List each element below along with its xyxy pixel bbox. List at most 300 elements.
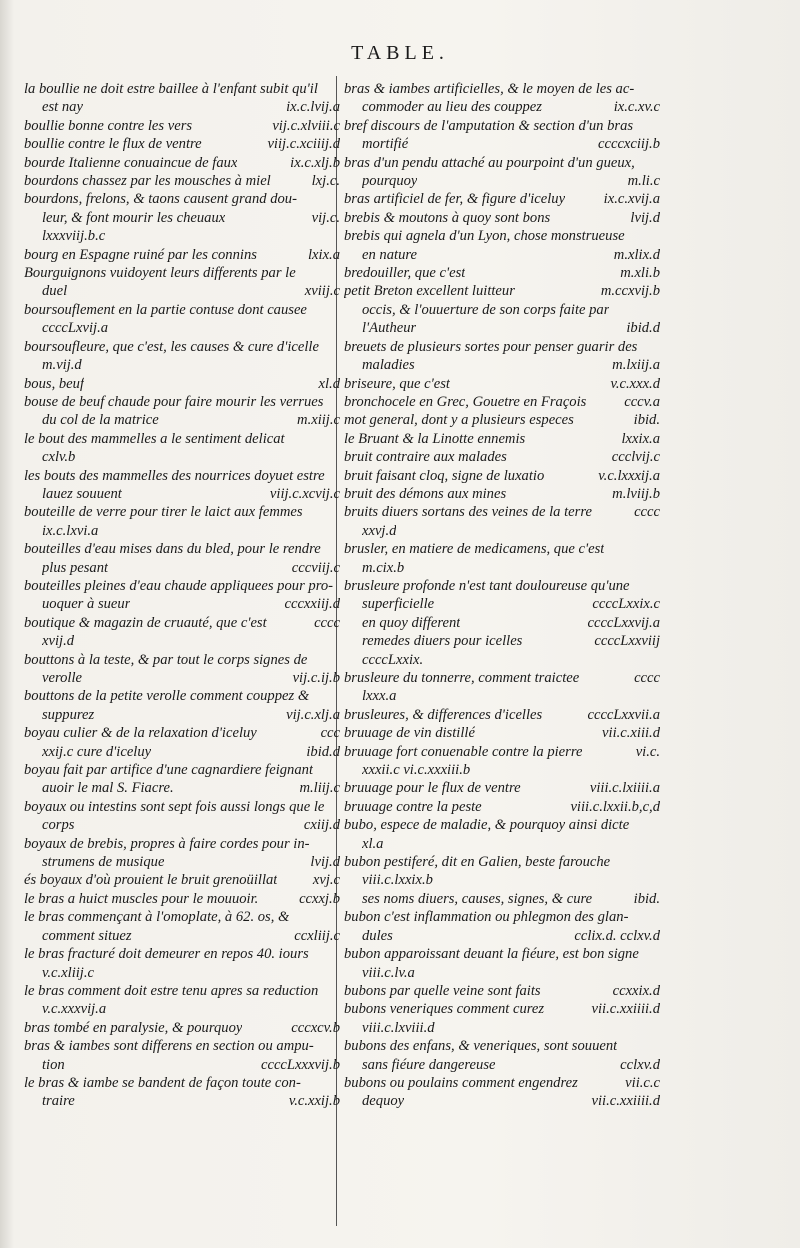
entry-text: plus pesant: [42, 559, 109, 576]
entry-line: [344, 338, 660, 356]
page-reference: ccc: [320, 725, 340, 742]
page-reference: ibid.: [633, 412, 660, 429]
index-entry: [344, 80, 660, 117]
entry-continuation-line: [24, 964, 340, 982]
entry-text: xxvj.d: [362, 522, 397, 539]
entry-text: le Bruant & la Linotte ennemis: [344, 430, 526, 447]
entry-text: strumens de musique: [42, 854, 165, 871]
entry-continuation-line: [24, 853, 340, 871]
entry-text: bouteilles d'eau mises dans du bled, pour le rendre: [24, 541, 321, 558]
page-reference: cccxcv.b: [291, 1019, 340, 1036]
entry-text: dules: [362, 927, 393, 944]
index-entry: [344, 945, 660, 982]
index-entry: [344, 743, 660, 780]
entry-text: bubons veneriques comment curez: [344, 1001, 545, 1018]
entry-continuation-line: [24, 1056, 340, 1074]
entry-text: remedes diuers pour icelles: [362, 633, 523, 650]
entry-continuation-line: [344, 761, 660, 779]
entry-line: [24, 724, 340, 742]
index-entry: [344, 190, 660, 208]
entry-line: [24, 338, 340, 356]
entry-text: bouteilles pleines d'eau chaude appliquees pour pro-: [24, 577, 333, 594]
entry-text: bubon pestiferé, dit en Galien, beste farouche: [344, 854, 611, 871]
index-entry: [344, 816, 660, 853]
entry-text: en quoy different: [362, 614, 461, 631]
index-entry: [24, 503, 340, 540]
entry-continuation-line: [344, 595, 660, 613]
entry-text: cxlv.b: [42, 449, 76, 466]
entry-text: bouttons de la petite verolle comment couppez &: [24, 688, 310, 705]
entry-text: boyaux ou intestins sont sept fois aussi longs que le: [24, 798, 325, 815]
entry-text: bruuage fort conuenable contre la pierre: [344, 743, 583, 760]
page-reference: ibid.: [633, 890, 660, 907]
entry-text: bubon apparoissant deuant la fiéure, est bon signe: [344, 946, 639, 963]
entry-text: le bras & iambe se bandent de façon toute con-: [24, 1074, 301, 1091]
page-reference: m.xiij.c: [297, 412, 340, 429]
entry-continuation-line: [24, 706, 340, 724]
entry-line: [344, 1000, 660, 1018]
page-reference: ix.c.xv.c: [613, 99, 660, 116]
entry-text: bouse de beuf chaude pour faire mourir les verrues: [24, 393, 324, 410]
index-entry: [24, 467, 340, 504]
page-reference: ccxxj.b: [299, 890, 340, 907]
entry-text: ix.c.lxvi.a: [42, 522, 99, 539]
entry-text: suppurez: [42, 706, 95, 723]
entry-continuation-line: [24, 448, 340, 466]
page-reference: ix.c.xlj.b: [290, 154, 340, 171]
entry-text: viii.c.lxviii.d: [362, 1019, 435, 1036]
entry-text: bredouiller, que c'est: [344, 265, 466, 282]
page-reference: vii.c.xxiiii.d: [591, 1001, 660, 1018]
index-entry: [24, 908, 340, 945]
page-reference: vii.c.xxiiii.d: [591, 1093, 660, 1110]
entry-continuation-line: [344, 927, 660, 945]
entry-text: maladies: [362, 357, 415, 374]
entry-line: [344, 375, 660, 393]
index-entry: [344, 264, 660, 282]
entry-line: [344, 467, 660, 485]
page-reference: lxxix.a: [621, 430, 660, 447]
entry-line: [344, 448, 660, 466]
entry-text: est nay: [42, 99, 83, 116]
index-entry: [24, 761, 340, 798]
entry-text: duel: [42, 283, 68, 300]
entry-text: bourde Italienne conuaincue de faux: [24, 154, 238, 171]
entry-text: auoir le mal S. Fiacre.: [42, 780, 174, 797]
page-reference: m.liij.c: [299, 780, 340, 797]
entry-text: boullie bonne contre les vers: [24, 117, 193, 134]
entry-continuation-line: [344, 522, 660, 540]
entry-line: [344, 540, 660, 558]
entry-line: [344, 669, 660, 687]
entry-line: [344, 908, 660, 926]
entry-text: m.cix.b: [362, 559, 405, 576]
entry-line: [344, 706, 660, 724]
index-entry: [24, 890, 340, 908]
entry-line: [24, 577, 340, 595]
entry-text: bras d'un pendu attaché au pourpoint d'un gueux,: [344, 154, 635, 171]
entry-continuation-line: [344, 1019, 660, 1037]
entry-text: bubons des enfans, & veneriques, sont souuent: [344, 1038, 618, 1055]
entry-line: [24, 761, 340, 779]
entry-line: [24, 503, 340, 521]
entry-text: superficielle: [362, 596, 435, 613]
index-entry: [24, 724, 340, 761]
page-reference: ccccLxxxvij.b: [261, 1056, 340, 1073]
page-reference: cccviij.c: [291, 559, 340, 576]
index-entry: [24, 945, 340, 982]
entry-text: le bras fracturé doit demeurer en repos 40. iours: [24, 946, 309, 963]
entry-text: lxxxviij.b.c: [42, 228, 106, 245]
entry-continuation-line: [344, 135, 660, 153]
index-entry: [344, 338, 660, 375]
page-reference: ccxliij.c: [294, 927, 340, 944]
index-entry: [24, 687, 340, 724]
index-entry: [344, 503, 660, 540]
entry-text: brusleure profonde n'est tant douloureuse qu'une: [344, 577, 630, 594]
entry-text: boullie contre le flux de ventre: [24, 136, 202, 153]
entry-line: [24, 246, 340, 264]
entry-continuation-line: [344, 687, 660, 705]
index-entry: [344, 209, 660, 227]
entry-text: ccccLxvij.a: [42, 320, 109, 337]
entry-line: [24, 301, 340, 319]
entry-line: [24, 871, 340, 889]
entry-text: occis, & l'ouuerture de son corps faite par: [362, 301, 610, 318]
entry-text: la boullie ne doit estre baillee à l'enfant subit qu'il: [24, 81, 318, 97]
index-entry: [24, 614, 340, 651]
entry-text: bruuage pour le flux de ventre: [344, 780, 521, 797]
page-reference: vii.c.c: [625, 1074, 660, 1091]
entry-line: [344, 503, 660, 521]
page-reference: cccv.a: [624, 393, 660, 410]
entry-text: brusleures, & differences d'icelles: [344, 706, 543, 723]
right-column: [344, 80, 660, 1111]
entry-line: [24, 393, 340, 411]
entry-text: bras & iambes artificielles, & le moyen de les ac-: [344, 81, 635, 97]
page-reference: ccxxix.d: [612, 982, 660, 999]
index-entry: [24, 264, 340, 301]
entry-text: comment situez: [42, 927, 132, 944]
entry-line: [24, 835, 340, 853]
page-reference: ccccLxxix.c: [592, 596, 660, 613]
entry-text: le bout des mammelles a le sentiment delicat: [24, 430, 285, 447]
entry-text: bronchocele en Grec, Gouetre en Fraçois: [344, 393, 587, 410]
entry-continuation-line: [344, 1092, 660, 1110]
entry-continuation-line: [344, 651, 660, 669]
entry-text: bubons par quelle veine sont faits: [344, 982, 541, 999]
index-entry: [344, 1000, 660, 1037]
index-entry: [344, 908, 660, 945]
entry-continuation-line: [24, 743, 340, 761]
entry-continuation-line: [344, 871, 660, 889]
page-reference: vij.c.xlj.a: [286, 706, 340, 723]
entry-line: [24, 651, 340, 669]
entry-line: [344, 154, 660, 172]
entry-line: [344, 1074, 660, 1092]
entry-text: boutique & magazin de cruauté, que c'est: [24, 614, 267, 631]
page-reference: m.lviij.b: [612, 485, 660, 502]
entry-text: bouttons à la teste, & par tout le corps signes de: [24, 651, 308, 668]
entry-continuation-line: [24, 485, 340, 503]
index-entry: [24, 393, 340, 430]
entry-line: [344, 411, 660, 429]
entry-text: du col de la matrice: [42, 412, 159, 429]
running-head: TABLE.: [351, 42, 449, 64]
entry-line: [24, 154, 340, 172]
entry-line: [24, 890, 340, 908]
index-entry: [344, 779, 660, 797]
entry-text: verolle: [42, 670, 82, 686]
entry-line: [344, 1037, 660, 1055]
entry-text: boyau fait par artifice d'une cagnardiere feignant: [24, 762, 314, 779]
entry-line: [344, 577, 660, 595]
index-entry: [24, 80, 340, 117]
index-entry: [344, 393, 660, 411]
entry-line: [344, 80, 660, 98]
entry-line: [24, 375, 340, 393]
page-reference: vij.c.xlviii.c: [272, 117, 340, 134]
entry-text: pourquoy: [362, 173, 418, 190]
index-entry: [24, 1037, 340, 1074]
entry-text: viii.c.lv.a: [362, 964, 415, 981]
entry-line: [24, 798, 340, 816]
entry-text: bruuage contre la peste: [344, 798, 482, 815]
entry-continuation-line: [344, 835, 660, 853]
entry-line: [24, 908, 340, 926]
index-entry: [24, 430, 340, 467]
page-reference: cclxv.d: [620, 1056, 660, 1073]
entry-continuation-line: [24, 319, 340, 337]
entry-text: en nature: [362, 246, 417, 263]
index-entry: [24, 135, 340, 153]
entry-line: [24, 264, 340, 282]
entry-line: [344, 393, 660, 411]
entry-line: [24, 614, 340, 632]
entry-continuation-line: [24, 632, 340, 650]
entry-continuation-line: [344, 356, 660, 374]
entry-line: [344, 190, 660, 208]
entry-line: [24, 945, 340, 963]
entry-continuation-line: [24, 282, 340, 300]
entry-line: [24, 1019, 340, 1037]
entry-line: [24, 80, 340, 98]
entry-line: [344, 853, 660, 871]
entry-continuation-line: [344, 964, 660, 982]
page-reference: m.ccxvij.b: [600, 283, 660, 300]
index-entry: [344, 430, 660, 448]
page-reference: xvj.c: [312, 872, 340, 889]
entry-line: [24, 135, 340, 153]
page-reference: ix.c.lvij.a: [286, 99, 340, 116]
entry-line: [344, 117, 660, 135]
index-entry: [24, 540, 340, 577]
page-reference: cccc: [634, 670, 660, 686]
entry-text: brusleure du tonnerre, comment traictee: [344, 670, 580, 686]
entry-continuation-line: [344, 559, 660, 577]
page-reference: viii.c.lxiiii.a: [589, 780, 660, 797]
entry-text: brebis qui agnela d'un Lyon, chose monstrueuse: [344, 228, 625, 245]
entry-continuation-line: [344, 1056, 660, 1074]
entry-text: bras & iambes sont differens en section ou ampu-: [24, 1038, 314, 1055]
page-reference: cxiij.d: [303, 817, 340, 834]
entry-continuation-line: [24, 669, 340, 687]
entry-text: bruits diuers sortans des veines de la terre: [344, 504, 592, 521]
page-reference: m.xlix.d: [613, 246, 660, 263]
page-reference: ix.c.xvij.a: [603, 191, 660, 208]
page-reference: ccccLxxviij: [594, 633, 660, 650]
entry-continuation-line: [24, 411, 340, 429]
page-reference: vij.c.: [311, 209, 340, 226]
entry-continuation-line: [24, 227, 340, 245]
index-entry: [24, 375, 340, 393]
entry-text: bouteille de verre pour tirer le laict aux femmes: [24, 504, 303, 521]
entry-text: bubon c'est inflammation ou phlegmon des glan-: [344, 909, 629, 926]
index-entry: [24, 1019, 340, 1037]
entry-continuation-line: [344, 890, 660, 908]
entry-text: bruit faisant cloq, signe de luxatio: [344, 467, 545, 484]
index-entry: [344, 669, 660, 706]
entry-line: [24, 1037, 340, 1055]
entry-line: [344, 945, 660, 963]
page-reference: vij.c.ij.b: [292, 670, 340, 686]
index-entry: [24, 577, 340, 614]
index-entry: [24, 172, 340, 190]
entry-continuation-line: [24, 209, 340, 227]
page-reference: ccccLxxvii.a: [587, 706, 660, 723]
entry-text: bourdons, frelons, & taons causent grand dou-: [24, 191, 297, 208]
entry-line: [344, 816, 660, 834]
index-entry: [24, 117, 340, 135]
entry-line: [344, 282, 660, 300]
index-entry: [24, 338, 340, 375]
entry-text: ccccLxxix.: [362, 651, 424, 668]
entry-text: bubo, espece de maladie, & pourquoy ainsi dicte: [344, 817, 630, 834]
entry-line: [344, 743, 660, 761]
page-reference: ccccxciij.b: [598, 136, 660, 153]
entry-text: traire: [42, 1093, 75, 1110]
entry-continuation-line: [24, 559, 340, 577]
page-reference: v.c.xxx.d: [610, 375, 660, 392]
entry-text: le bras commençant à l'omoplate, à 62. os, &: [24, 909, 290, 926]
page-reference: xviij.c: [304, 283, 340, 300]
page-reference: vii.c.xiii.d: [602, 725, 660, 742]
page-reference: cccxxiij.d: [284, 596, 340, 613]
entry-line: [344, 209, 660, 227]
index-entry: [24, 835, 340, 872]
page-reference: cccc: [634, 504, 660, 521]
index-entry: [24, 154, 340, 172]
index-entry: [344, 448, 660, 466]
entry-text: xxij.c cure d'iceluy: [42, 743, 152, 760]
entry-continuation-line: [344, 301, 660, 319]
entry-text: sans fiéure dangereuse: [362, 1056, 496, 1073]
page-reference: lxj.c.: [311, 173, 340, 190]
entry-text: le bras comment doit estre tenu apres sa reduction: [24, 982, 319, 999]
entry-line: [24, 467, 340, 485]
index-entry: [344, 375, 660, 393]
entry-text: corps: [42, 817, 75, 834]
page-reference: ibid.d: [306, 743, 340, 760]
index-entry: [24, 651, 340, 688]
page-reference: lvij.d: [630, 209, 660, 226]
index-entry: [24, 246, 340, 264]
page-reference: ccccLxxvij.a: [587, 614, 660, 631]
entry-text: bourdons chassez par les mousches à miel: [24, 173, 271, 190]
index-entry: [24, 871, 340, 889]
entry-text: commoder au lieu des couppez: [362, 99, 542, 116]
entry-line: [344, 982, 660, 1000]
entry-text: v.c.xxxvij.a: [42, 1001, 107, 1018]
entry-text: boyau culier & de la relaxation d'iceluy: [24, 725, 257, 742]
entry-continuation-line: [344, 246, 660, 264]
entry-continuation-line: [344, 98, 660, 116]
entry-text: bras tombé en paralysie, & pourquoy: [24, 1019, 243, 1036]
entry-continuation-line: [24, 1092, 340, 1110]
page-reference: cclix.d. cclxv.d: [574, 927, 660, 944]
entry-line: [344, 779, 660, 797]
entry-continuation-line: [24, 779, 340, 797]
entry-text: lauez souuent: [42, 485, 122, 502]
entry-text: leur, & font mourir les cheuaux: [42, 209, 226, 226]
index-entry: [344, 1074, 660, 1111]
entry-line: [344, 264, 660, 282]
entry-text: bruit contraire aux malades: [344, 449, 507, 466]
entry-text: viii.c.lxxix.b: [362, 872, 433, 889]
entry-text: boursouflement en la partie contuse dont causee: [24, 301, 307, 318]
entry-continuation-line: [24, 356, 340, 374]
entry-text: bref discours de l'amputation & section d'un bras: [344, 117, 634, 134]
entry-text: dequoy: [362, 1093, 405, 1110]
index-entry: [344, 467, 660, 485]
entry-text: bruuage de vin distillé: [344, 725, 475, 742]
entry-text: bruit des démons aux mines: [344, 485, 507, 502]
entry-line: [24, 540, 340, 558]
index-entry: [24, 798, 340, 835]
index-entry: [344, 724, 660, 742]
index-entry: [344, 982, 660, 1000]
page-reference: xl.d: [318, 375, 340, 392]
page-reference: cccc: [314, 614, 340, 631]
entry-text: bubons ou poulains comment engendrez: [344, 1074, 578, 1091]
entry-text: mot general, dont y a plusieurs especes: [344, 412, 574, 429]
entry-line: [344, 798, 660, 816]
entry-continuation-line: [24, 927, 340, 945]
entry-continuation-line: [24, 595, 340, 613]
entry-continuation-line: [24, 522, 340, 540]
entry-text: boyaux de brebis, propres à faire cordes pour in-: [24, 835, 310, 852]
entry-text: bous, beuf: [24, 375, 84, 392]
entry-continuation-line: [344, 319, 660, 337]
entry-line: [24, 190, 340, 208]
entry-text: ses noms diuers, causes, signes, & cure: [362, 890, 593, 907]
entry-line: [344, 485, 660, 503]
entry-text: bras artificiel de fer, & figure d'iceluy: [344, 191, 566, 208]
entry-text: lxxx.a: [362, 688, 397, 705]
entry-text: xxxii.c vi.c.xxxiii.b: [362, 762, 471, 779]
page-reference: vi.c.: [635, 743, 660, 760]
entry-line: [24, 430, 340, 448]
index-entry: [344, 706, 660, 724]
entry-text: Bourguignons vuidoyent leurs differents par le: [24, 265, 296, 282]
index-entry: [344, 540, 660, 577]
page-reference: ccclvij.c: [611, 449, 660, 466]
left-column: [24, 80, 340, 1111]
entry-text: boursoufleure, que c'est, les causes & cure d'icelle: [24, 338, 319, 355]
entry-text: briseure, que c'est: [344, 375, 450, 392]
entry-line: [344, 227, 660, 245]
page-reference: lvij.d: [310, 854, 340, 871]
